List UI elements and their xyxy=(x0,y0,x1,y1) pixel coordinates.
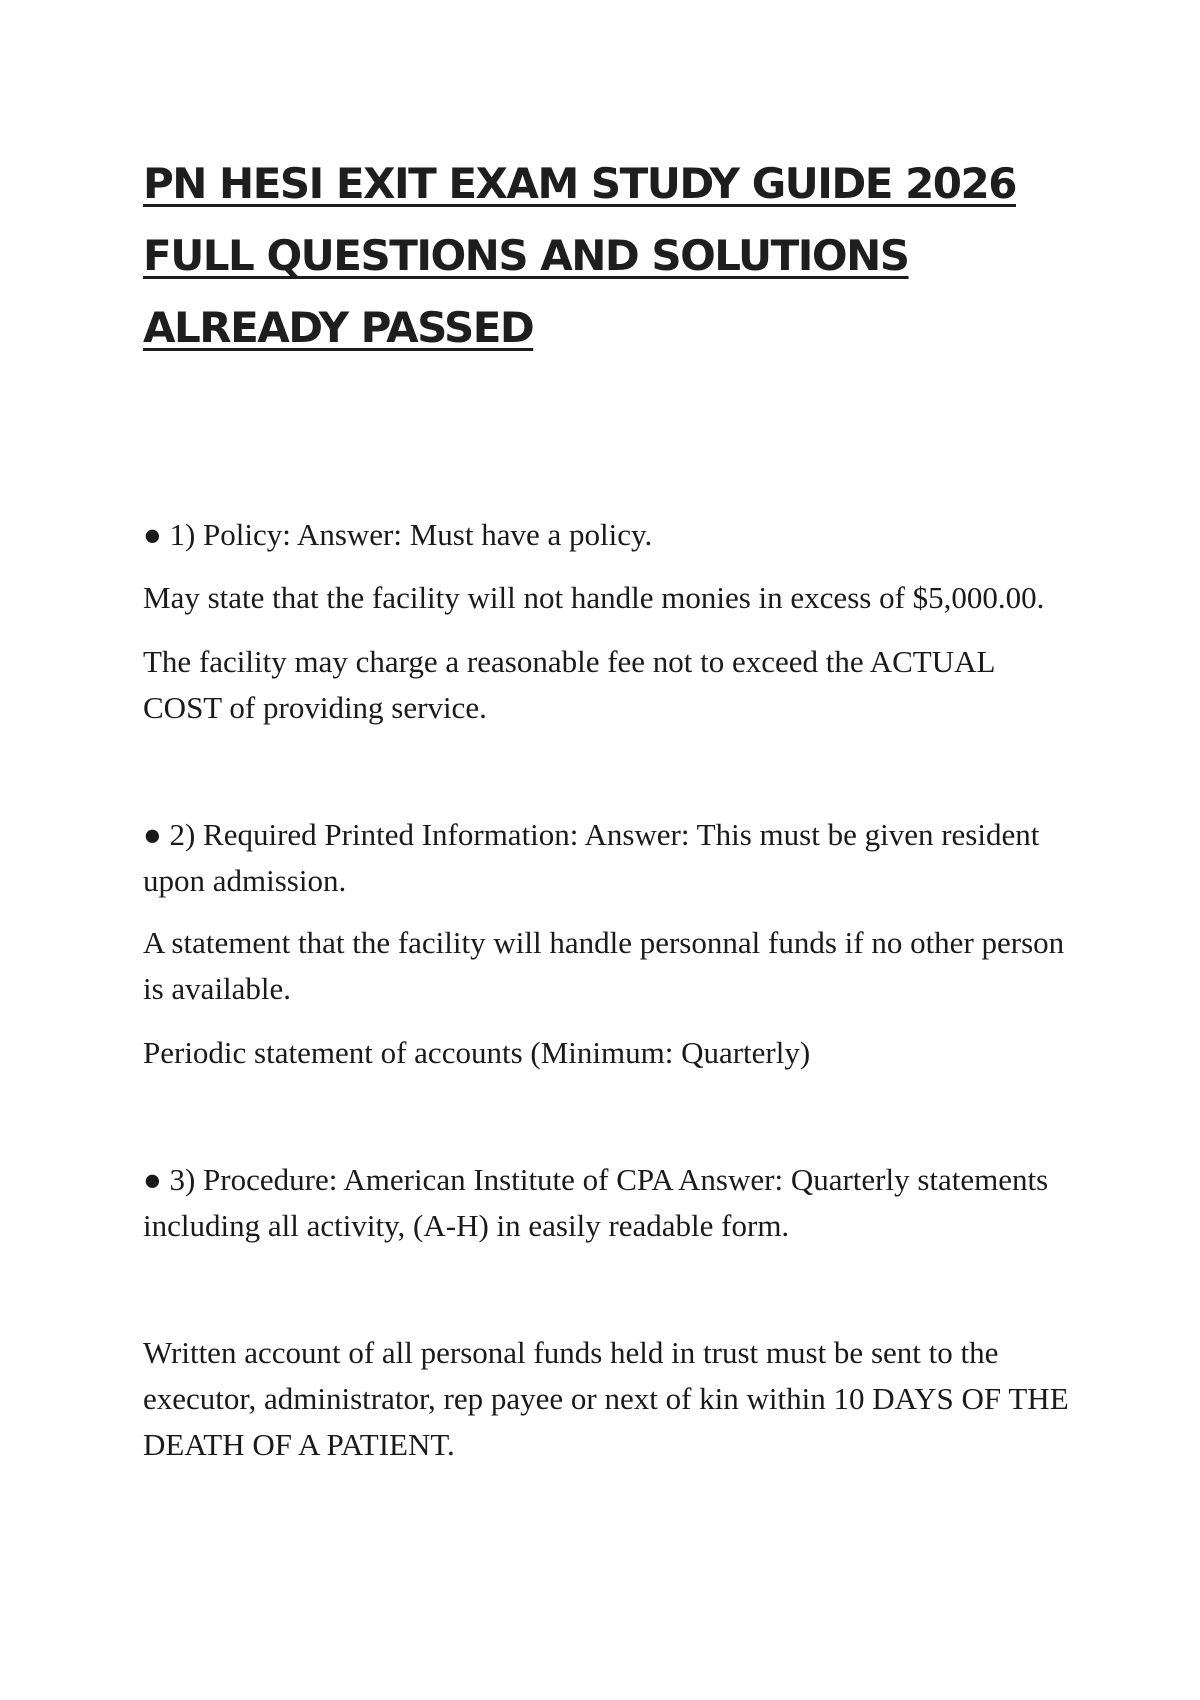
closing-paragraph: Written account of all personal funds held in trust must be sent to the executor, administrator, rep payee or next of kin within 10 DAYS OF THE DEATH OF A PATIENT. xyxy=(143,1335,1069,1462)
page-title: PN HESI EXIT EXAM STUDY GUIDE 2026 FULL QUESTIONS AND SOLUTIONS ALREADY PASSED xyxy=(143,159,1016,352)
section-1-heading: ● 1) Policy: Answer: Must have a policy. xyxy=(143,517,653,552)
section-1-paragraph-2: The facility may charge a reasonable fee not to exceed the ACTUAL COST of providing service. xyxy=(143,644,995,725)
section-2-heading: ● 2) Required Printed Information: Answer: This must be given resident upon admission. xyxy=(143,817,1040,898)
section-3-heading: ● 3) Procedure: American Institute of CPA Answer: Quarterly statements including all activity, (A-H) in easily readable form. xyxy=(143,1162,1049,1243)
section-2-paragraph-1: A statement that the facility will handle personnal funds if no other person is available. xyxy=(143,925,1065,1006)
section-2-paragraph-2: Periodic statement of accounts (Minimum: Quarterly) xyxy=(143,1035,811,1070)
section-1-paragraph-1: May state that the facility will not handle monies in excess of $5,000.00. xyxy=(143,580,1045,615)
